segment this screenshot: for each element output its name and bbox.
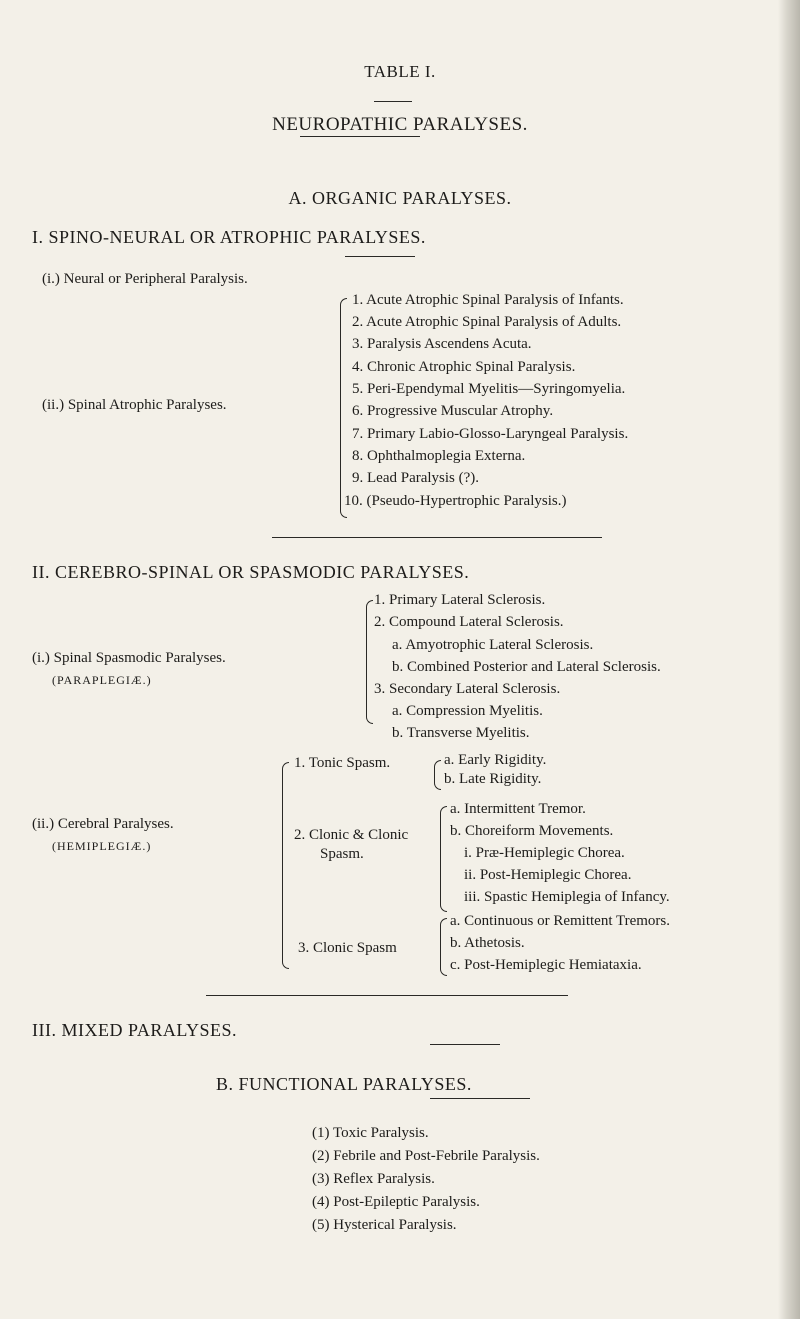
neural-paralysis: (i.) Neural or Peripheral Paralysis. [42,271,248,287]
list-item: (4) Post-Epileptic Paralysis. [312,1194,480,1210]
list-item: 6. Progressive Muscular Atrophy. [352,403,554,419]
list-item: 3. Paralysis Ascendens Acuta. [352,336,532,352]
clonic-clonic-spasm-2: Spasm. [320,846,364,862]
list-item: 2. Acute Atrophic Spinal Paralysis of Adults. [352,314,622,330]
brace-clonic [440,806,447,912]
list-item: b. Athetosis. [450,935,525,951]
title-underline [300,136,420,137]
brace-spasmodic [366,600,373,724]
section-b-heading: B. FUNCTIONAL PARALYSES. [216,1074,472,1094]
hemiplegiae-label: (HEMIPLEGIÆ.) [52,839,152,853]
list-item: 5. Peri-Ependymal Myelitis—Syringomyelia. [352,381,626,397]
list-item: (2) Febrile and Post-Febrile Paralysis. [312,1148,540,1164]
list-item: (1) Toxic Paralysis. [312,1125,429,1141]
list-item: 1. Acute Atrophic Spinal Paralysis of Infants. [352,292,624,308]
part1-underline [345,256,415,257]
divider-1 [272,537,602,538]
list-item: 1. Primary Lateral Sclerosis. [374,592,546,608]
part3-heading: III. MIXED PARALYSES. [32,1020,238,1040]
list-item: (5) Hysterical Paralysis. [312,1217,457,1233]
brace-clonic-spasm [440,918,447,976]
list-item: b. Transverse Myelitis. [392,725,530,741]
list-item: 9. Lead Paralysis (?). [352,470,480,486]
list-item: b. Combined Posterior and Lateral Sclerosis. [392,659,661,675]
list-item: a. Compression Myelitis. [392,703,543,719]
list-item: 3. Secondary Lateral Sclerosis. [374,681,561,697]
part1-heading: I. SPINO-NEURAL OR ATROPHIC PARALYSES. [32,227,426,247]
list-item: a. Early Rigidity. [444,752,547,768]
list-item: iii. Spastic Hemiplegia of Infancy. [464,889,670,905]
list-item: a. Intermittent Tremor. [450,801,586,817]
list-item: a. Continuous or Remittent Tremors. [450,913,671,929]
section-a-heading: A. ORGANIC PARALYSES. [288,188,512,208]
list-item: ii. Post-Hemiplegic Chorea. [464,867,632,883]
brace-atrophic [340,298,347,518]
part2-heading: II. CEREBRO-SPINAL OR SPASMODIC PARALYSES. [32,562,470,582]
table-label: TABLE I. [364,62,436,81]
list-item: i. Præ-Hemiplegic Chorea. [464,845,625,861]
brace-tonic [434,760,441,790]
list-item: 2. Compound Lateral Sclerosis. [374,614,564,630]
list-item: a. Amyotrophic Lateral Sclerosis. [392,637,594,653]
list-item: b. Late Rigidity. [444,771,542,787]
divider-2 [206,995,568,996]
list-item: b. Choreiform Movements. [450,823,614,839]
list-item: 8. Ophthalmoplegia Externa. [352,448,526,464]
list-item: c. Post-Hemiplegic Hemiataxia. [450,957,642,973]
paraplegiae-label: (PARAPLEGIÆ.) [52,673,152,687]
clonic-clonic-spasm: 2. Clonic & Clonic [294,827,409,843]
spinal-spasmodic-label: (i.) Spinal Spasmodic Paralyses. [32,650,226,666]
part3-underline [430,1044,500,1045]
tonic-spasm: 1. Tonic Spasm. [294,755,391,771]
list-item: (3) Reflex Paralysis. [312,1171,435,1187]
brace-cerebral [282,762,289,969]
page-title: NEUROPATHIC PARALYSES. [272,114,528,135]
spinal-atrophic-label: (ii.) Spinal Atrophic Paralyses. [42,397,227,413]
list-item: 4. Chronic Atrophic Spinal Paralysis. [352,359,576,375]
clonic-spasm: 3. Clonic Spasm [298,940,397,956]
list-item: 10. (Pseudo-Hypertrophic Paralysis.) [344,493,567,509]
list-item: 7. Primary Labio-Glosso-Laryngeal Paralysis. [352,426,629,442]
section-b-underline [430,1098,530,1099]
rule-short [374,101,412,102]
cerebral-label: (ii.) Cerebral Paralyses. [32,816,174,832]
